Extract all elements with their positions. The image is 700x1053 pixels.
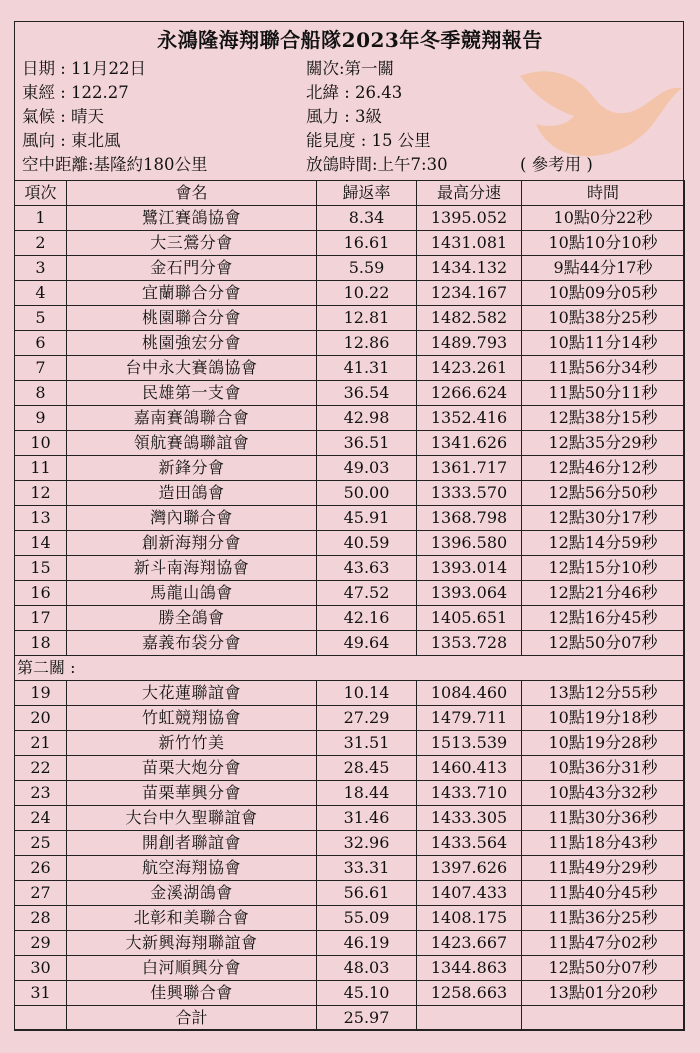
top-speed: 1258.663: [417, 981, 522, 1006]
longitude-field: 東經 : 122.27: [22, 83, 129, 102]
arrival-time: 12點21分46秒: [522, 581, 685, 606]
arrival-time: 11點56分34秒: [522, 356, 685, 381]
top-speed: 1460.413: [417, 756, 522, 781]
arrival-time: 11點50分11秒: [522, 381, 685, 406]
table-row: [15, 731, 685, 756]
club-name: 竹虹競翔協會: [67, 706, 317, 731]
arrival-time: 12點50分07秒: [522, 956, 685, 981]
arrival-time: 10點43分32秒: [522, 781, 685, 806]
row-number: 10: [15, 431, 67, 456]
top-speed: 1341.626: [417, 431, 522, 456]
return-rate: 45.10: [317, 981, 417, 1006]
table-row: [15, 381, 685, 406]
return-rate: 43.63: [317, 556, 417, 581]
club-name: 北彰和美聯合會: [67, 906, 317, 931]
arrival-time: 10點38分25秒: [522, 306, 685, 331]
release-time-field: 放鴿時間:上午7:30: [306, 155, 448, 174]
return-rate: 31.46: [317, 806, 417, 831]
total-speed-cell: [417, 1006, 522, 1031]
total-section: [15, 1006, 685, 1031]
top-speed: 1489.793: [417, 331, 522, 356]
stage-field: 關次:第一關: [306, 59, 395, 78]
top-speed: 1433.305: [417, 806, 522, 831]
top-speed: 1352.416: [417, 406, 522, 431]
row-number: 13: [15, 506, 67, 531]
table-row: [15, 681, 685, 706]
header-top-speed: 最高分速: [417, 181, 522, 206]
top-speed: 1513.539: [417, 731, 522, 756]
row-number: 19: [15, 681, 67, 706]
top-speed: 1482.582: [417, 306, 522, 331]
table-row: [15, 631, 685, 656]
wind-direction-field: 風向 : 東北風: [22, 131, 121, 150]
row-number: 22: [15, 756, 67, 781]
results-table: [14, 180, 685, 1031]
return-rate: 5.59: [317, 256, 417, 281]
top-speed: 1361.717: [417, 456, 522, 481]
table-row: [15, 331, 685, 356]
wind-force-field: 風力 : 3級: [306, 107, 383, 126]
table-row: [15, 906, 685, 931]
club-name: 馬龍山鴿會: [67, 581, 317, 606]
club-name: 金溪湖鴿會: [67, 881, 317, 906]
table-row: [15, 531, 685, 556]
table-row: [15, 931, 685, 956]
total-rate: 25.97: [317, 1006, 417, 1031]
club-name: 新竹竹美: [67, 731, 317, 756]
club-name: 鷺江賽鴿協會: [67, 206, 317, 231]
club-name: 大三鶯分會: [67, 231, 317, 256]
table-row: [15, 281, 685, 306]
table-header-row: [15, 181, 685, 206]
stage1-rows: [15, 206, 685, 656]
arrival-time: 11點18分43秒: [522, 831, 685, 856]
header-club-name: 會名: [67, 181, 317, 206]
return-rate: 47.52: [317, 581, 417, 606]
row-number: 25: [15, 831, 67, 856]
stage2-rows: [15, 681, 685, 1006]
club-name: 佳興聯合會: [67, 981, 317, 1006]
row-number: 21: [15, 731, 67, 756]
return-rate: 55.09: [317, 906, 417, 931]
table-row: [15, 431, 685, 456]
row-number: 7: [15, 356, 67, 381]
return-rate: 33.31: [317, 856, 417, 881]
club-name: 開創者聯誼會: [67, 831, 317, 856]
arrival-time: 12點56分50秒: [522, 481, 685, 506]
return-rate: 50.00: [317, 481, 417, 506]
arrival-time: 10點10分10秒: [522, 231, 685, 256]
arrival-time: 9點44分17秒: [522, 256, 685, 281]
table-row: [15, 831, 685, 856]
table-row: [15, 606, 685, 631]
arrival-time: 12點15分10秒: [522, 556, 685, 581]
table-row: [15, 481, 685, 506]
top-speed: 1344.863: [417, 956, 522, 981]
top-speed: 1405.651: [417, 606, 522, 631]
top-speed: 1393.064: [417, 581, 522, 606]
arrival-time: 10點0分22秒: [522, 206, 685, 231]
date-field: 日期 : 11月22日: [22, 59, 147, 78]
table-row: [15, 706, 685, 731]
return-rate: 12.86: [317, 331, 417, 356]
table-row: [15, 231, 685, 256]
row-number: 15: [15, 556, 67, 581]
table-row: [15, 956, 685, 981]
total-row: [15, 1006, 685, 1031]
club-name: 桃園強宏分會: [67, 331, 317, 356]
return-rate: 32.96: [317, 831, 417, 856]
return-rate: 42.98: [317, 406, 417, 431]
club-name: 苗栗大炮分會: [67, 756, 317, 781]
row-number: 31: [15, 981, 67, 1006]
row-number: 4: [15, 281, 67, 306]
arrival-time: 10點19分28秒: [522, 731, 685, 756]
club-name: 嘉義布袋分會: [67, 631, 317, 656]
top-speed: 1266.624: [417, 381, 522, 406]
total-no-cell: [15, 1006, 67, 1031]
top-speed: 1393.014: [417, 556, 522, 581]
latitude-field: 北緯 : 26.43: [306, 83, 403, 102]
row-number: 12: [15, 481, 67, 506]
arrival-time: 12點14分59秒: [522, 531, 685, 556]
top-speed: 1084.460: [417, 681, 522, 706]
table-row: [15, 256, 685, 281]
top-speed: 1397.626: [417, 856, 522, 881]
row-number: 16: [15, 581, 67, 606]
top-speed: 1353.728: [417, 631, 522, 656]
section2-label: 第二關 :: [15, 656, 685, 681]
top-speed: 1479.711: [417, 706, 522, 731]
row-number: 6: [15, 331, 67, 356]
total-label: 合計: [67, 1006, 317, 1031]
top-speed: 1333.570: [417, 481, 522, 506]
table-row: [15, 781, 685, 806]
row-number: 23: [15, 781, 67, 806]
return-rate: 36.51: [317, 431, 417, 456]
row-number: 3: [15, 256, 67, 281]
club-name: 灣內聯合會: [67, 506, 317, 531]
arrival-time: 11點49分29秒: [522, 856, 685, 881]
header-return-rate: 歸返率: [317, 181, 417, 206]
arrival-time: 11點47分02秒: [522, 931, 685, 956]
top-speed: 1408.175: [417, 906, 522, 931]
top-speed: 1433.564: [417, 831, 522, 856]
return-rate: 31.51: [317, 731, 417, 756]
distance-field: 空中距離:基隆約180公里: [22, 155, 208, 174]
arrival-time: 12點16分45秒: [522, 606, 685, 631]
return-rate: 49.03: [317, 456, 417, 481]
dove-icon: [516, 58, 686, 168]
top-speed: 1434.132: [417, 256, 522, 281]
table-row: [15, 806, 685, 831]
club-name: 領航賽鴿聯誼會: [67, 431, 317, 456]
row-number: 27: [15, 881, 67, 906]
row-number: 1: [15, 206, 67, 231]
arrival-time: 10點36分31秒: [522, 756, 685, 781]
return-rate: 28.45: [317, 756, 417, 781]
table-row: [15, 506, 685, 531]
table-row: [15, 406, 685, 431]
top-speed: 1395.052: [417, 206, 522, 231]
row-number: 17: [15, 606, 67, 631]
table-row: [15, 206, 685, 231]
arrival-time: 10點09分05秒: [522, 281, 685, 306]
top-speed: 1423.261: [417, 356, 522, 381]
row-number: 8: [15, 381, 67, 406]
visibility-field: 能見度 : 15 公里: [306, 131, 431, 150]
row-number: 30: [15, 956, 67, 981]
arrival-time: 12點50分07秒: [522, 631, 685, 656]
club-name: 桃園聯合分會: [67, 306, 317, 331]
arrival-time: 11點30分36秒: [522, 806, 685, 831]
table-row: [15, 981, 685, 1006]
section-row: [15, 656, 685, 681]
club-name: 新鋒分會: [67, 456, 317, 481]
return-rate: 41.31: [317, 356, 417, 381]
row-number: 18: [15, 631, 67, 656]
row-number: 26: [15, 856, 67, 881]
club-name: 大花蓮聯誼會: [67, 681, 317, 706]
row-number: 28: [15, 906, 67, 931]
club-name: 台中永大賽鴿協會: [67, 356, 317, 381]
report-title: 永鴻隆海翔聯合船隊2023年冬季競翔報告: [157, 28, 543, 52]
return-rate: 48.03: [317, 956, 417, 981]
weather-field: 氣候 : 晴天: [22, 107, 105, 126]
table-row: [15, 306, 685, 331]
club-name: 創新海翔分會: [67, 531, 317, 556]
arrival-time: 13點12分55秒: [522, 681, 685, 706]
reference-note: ( 參考用 ): [520, 155, 593, 174]
row-number: 11: [15, 456, 67, 481]
return-rate: 56.61: [317, 881, 417, 906]
club-name: 白河順興分會: [67, 956, 317, 981]
club-name: 造田鴿會: [67, 481, 317, 506]
return-rate: 27.29: [317, 706, 417, 731]
return-rate: 12.81: [317, 306, 417, 331]
return-rate: 46.19: [317, 931, 417, 956]
return-rate: 40.59: [317, 531, 417, 556]
table-row: [15, 456, 685, 481]
table-row: [15, 881, 685, 906]
row-number: 29: [15, 931, 67, 956]
top-speed: 1368.798: [417, 506, 522, 531]
return-rate: 10.22: [317, 281, 417, 306]
club-name: 金石門分會: [67, 256, 317, 281]
header-time: 時間: [522, 181, 685, 206]
top-speed: 1407.433: [417, 881, 522, 906]
stage2-section: [15, 656, 685, 681]
return-rate: 49.64: [317, 631, 417, 656]
return-rate: 8.34: [317, 206, 417, 231]
table-row: [15, 581, 685, 606]
top-speed: 1396.580: [417, 531, 522, 556]
return-rate: 42.16: [317, 606, 417, 631]
top-speed: 1234.167: [417, 281, 522, 306]
row-number: 24: [15, 806, 67, 831]
return-rate: 16.61: [317, 231, 417, 256]
top-speed: 1431.081: [417, 231, 522, 256]
row-number: 5: [15, 306, 67, 331]
arrival-time: 12點30分17秒: [522, 506, 685, 531]
club-name: 新斗南海翔協會: [67, 556, 317, 581]
top-speed: 1433.710: [417, 781, 522, 806]
row-number: 20: [15, 706, 67, 731]
arrival-time: 13點01分20秒: [522, 981, 685, 1006]
top-speed: 1423.667: [417, 931, 522, 956]
club-name: 勝全鴿會: [67, 606, 317, 631]
arrival-time: 11點36分25秒: [522, 906, 685, 931]
table-row: [15, 756, 685, 781]
table-row: [15, 556, 685, 581]
table-row: [15, 356, 685, 381]
arrival-time: 11點40分45秒: [522, 881, 685, 906]
club-name: 民雄第一支會: [67, 381, 317, 406]
club-name: 苗栗華興分會: [67, 781, 317, 806]
table-row: [15, 856, 685, 881]
club-name: 嘉南賽鴿聯合會: [67, 406, 317, 431]
row-number: 2: [15, 231, 67, 256]
return-rate: 45.91: [317, 506, 417, 531]
return-rate: 36.54: [317, 381, 417, 406]
arrival-time: 10點19分18秒: [522, 706, 685, 731]
row-number: 9: [15, 406, 67, 431]
arrival-time: 12點38分15秒: [522, 406, 685, 431]
club-name: 大新興海翔聯誼會: [67, 931, 317, 956]
arrival-time: 12點35分29秒: [522, 431, 685, 456]
return-rate: 18.44: [317, 781, 417, 806]
club-name: 宜蘭聯合分會: [67, 281, 317, 306]
header-no: 項次: [15, 181, 67, 206]
return-rate: 10.14: [317, 681, 417, 706]
row-number: 14: [15, 531, 67, 556]
club-name: 航空海翔協會: [67, 856, 317, 881]
total-time-cell: [522, 1006, 685, 1031]
club-name: 大台中久聖聯誼會: [67, 806, 317, 831]
arrival-time: 10點11分14秒: [522, 331, 685, 356]
arrival-time: 12點46分12秒: [522, 456, 685, 481]
